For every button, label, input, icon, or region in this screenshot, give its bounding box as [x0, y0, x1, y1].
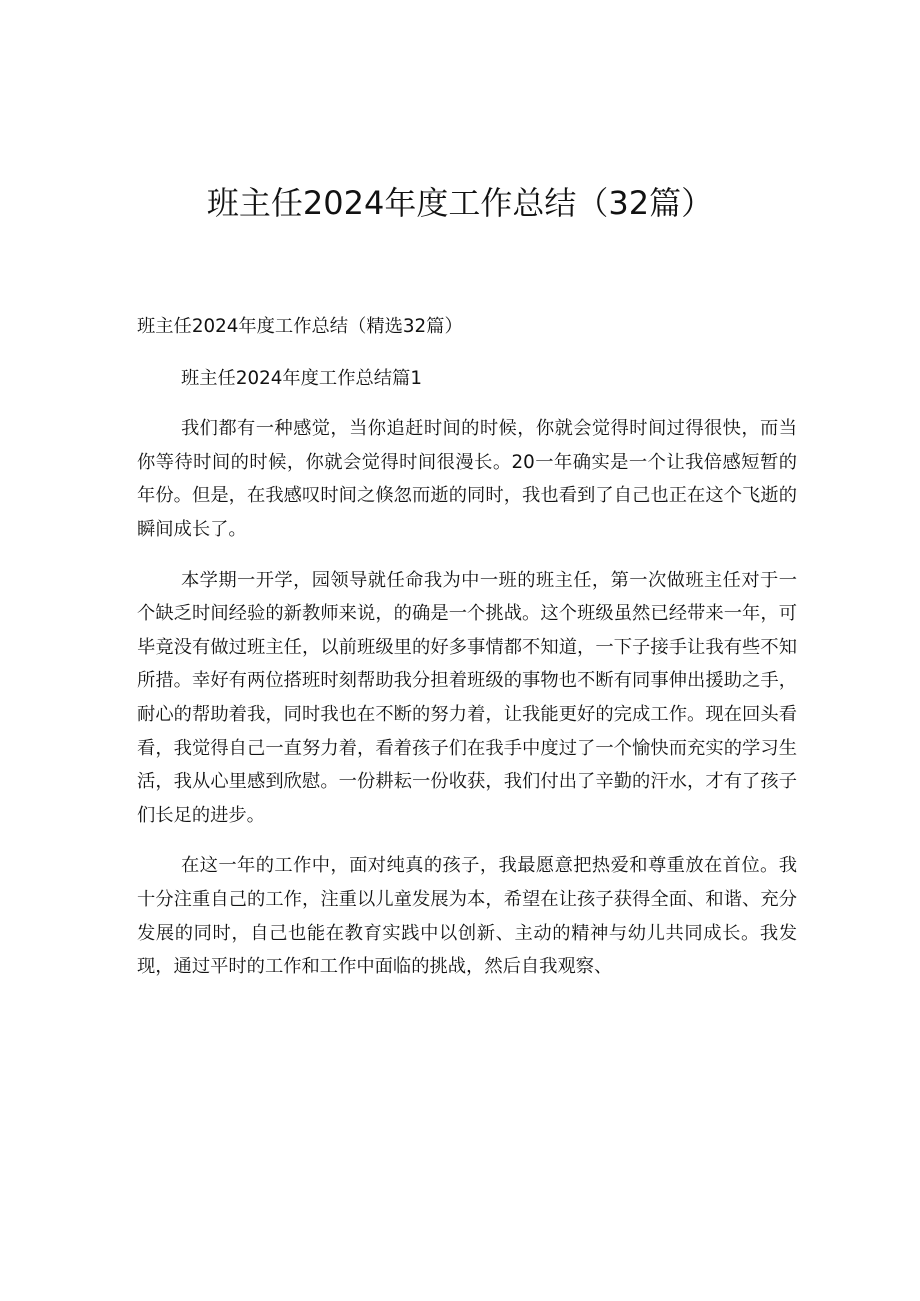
- paragraph: 我们都有一种感觉，当你追赶时间的时候，你就会觉得时间过得很快，而当你等待时间的时候，你就会觉得时间很漫长。20一年确实是一个让我倍感短暂的年份。但是，在我感叹时间之倏忽而逝的同时，我也看到了自己也正在这个飞逝的瞬间成长了。: [137, 418, 797, 540]
- document-body: [137, 310, 797, 984]
- document-title: 班主任2024年度工作总结（32篇）: [206, 184, 714, 223]
- paragraph: 本学期一开学，园领导就任命我为中一班的班主任，第一次做班主任对于一个缺乏时间经验的新教师来说，的确是一个挑战。这个班级虽然已经带来一年，可毕竟没有做过班主任，以前班级里的好多事情都不知道，一下子接手让我有些不知所措。幸好有两位搭班时刻帮助我分担着班级的事物也不断有同事伸出援助之手，耐心的帮助着我，同时我也在不断的努力着，让我能更好的完成工作。现在回头看看，我觉得自己一直努力着，看着孩子们在我手中度过了一个愉快而充实的学习生活，我从心里感到欣慰。一份耕耘一份收获，我们付出了辛勤的汗水，才有了孩子们长足的进步。: [137, 569, 797, 826]
- document-subtitle: 班主任2024年度工作总结（精选32篇）: [137, 316, 463, 337]
- paragraph: 在这一年的工作中，面对纯真的孩子，我最愿意把热爱和尊重放在首位。我十分注重自己的工作，注重以儿童发展为本，希望在让孩子获得全面、和谐、充分发展的同时，自己也能在教育实践中以创新、主动的精神与幼儿共同成长。我发现，通过平时的工作和工作中面临的挑战，然后自我观察、: [137, 855, 797, 978]
- section-heading: 班主任2024年度工作总结篇1: [181, 367, 422, 389]
